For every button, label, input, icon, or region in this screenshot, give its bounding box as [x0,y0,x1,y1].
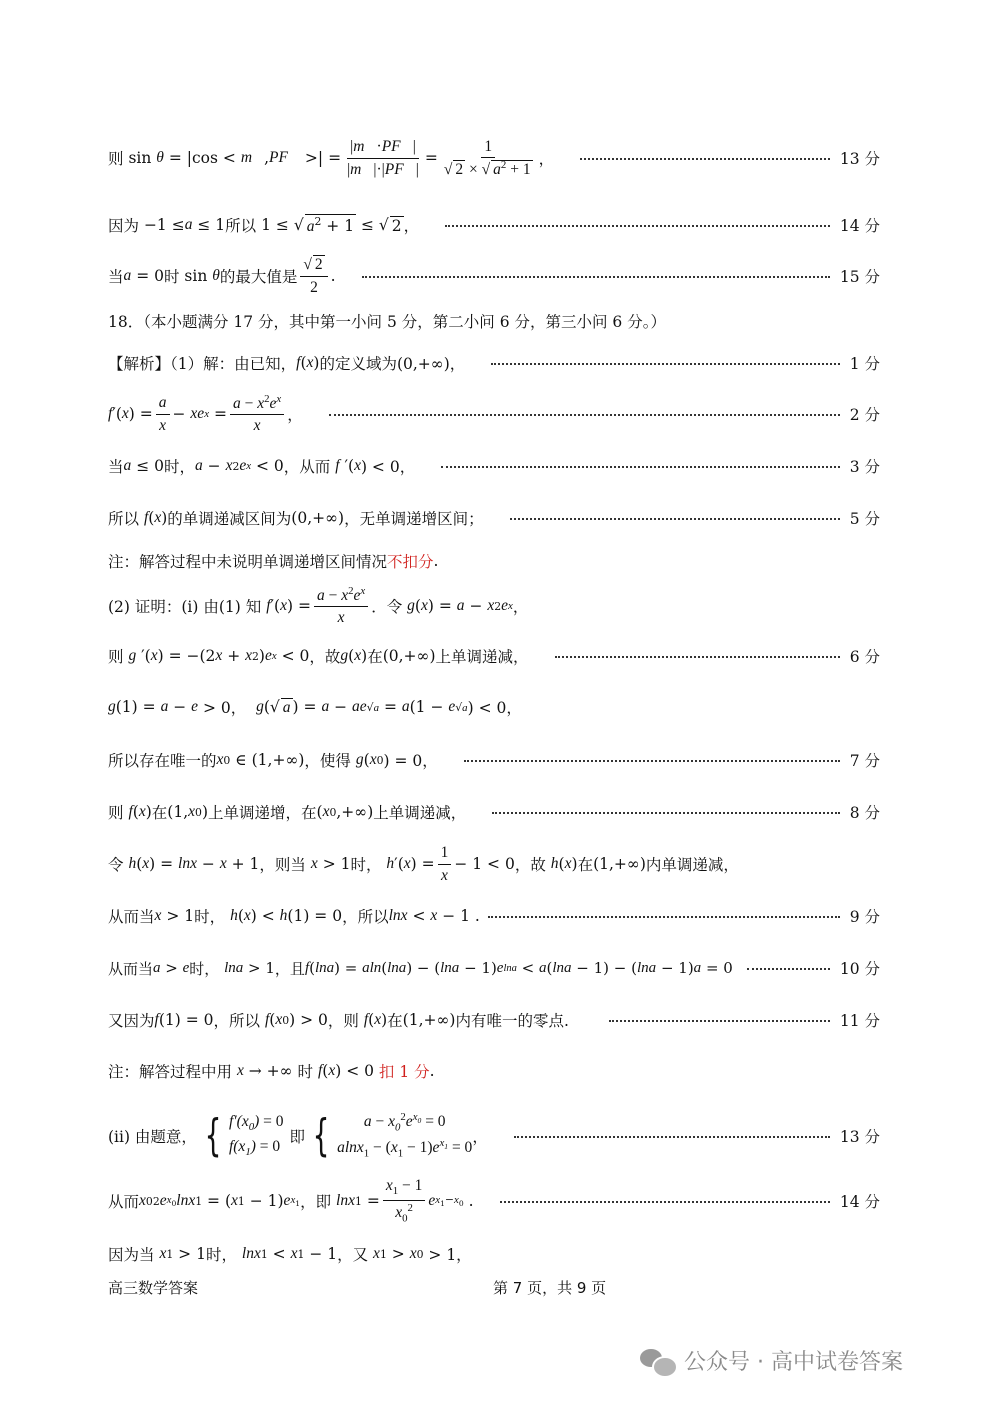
text: 从而当 [108,959,154,978]
dotted-leader [488,916,840,918]
math-expression: 从而当 x > 1 时， h ( x ) < h (1) = 0 ，所以 lnx < x − 1 . [108,907,480,926]
text: 则 [108,804,124,822]
math-expression: g (1) = a − e > 0， g (√ a ) = a − ae √a = a (1 − e √a ) < 0， [108,698,522,717]
text: 则 [108,648,124,666]
score-label: 1 分 [849,355,880,373]
text: 时， [189,959,220,978]
solution-line-2 [108,390,880,438]
note-highlight: 不扣分 [387,553,434,571]
footer-subject: 高三数学答案 [108,1279,199,1297]
text: 从而 [108,1193,140,1211]
question-18-header: 18．（本小题满分 17 分，其中第一小问 5 分，第二小问 6 分，第三小问 6 分。） [108,313,666,331]
text: ，所以 [342,908,389,926]
score-label: 14 分 [839,217,880,235]
dotted-leader [329,414,840,416]
footer-page-number: 第 7 页，共 9 页 [493,1279,607,1297]
text: 所以 [225,217,257,235]
solution-line-8 [108,798,880,826]
math-expression: f ′( x ) = $\frac{a}{x}$ − xe x = $\frac{a - x^2e^x}{x}$ ， [108,392,303,435]
text: 当 [108,268,124,286]
text: ，且 [274,959,305,978]
dotted-leader [492,812,839,814]
text: ．令 [371,598,403,616]
text: ，所以 [213,1012,261,1030]
dotted-leader [514,1136,830,1138]
solution-line-11 [108,1006,880,1034]
math-expression: 因为当 x 1 > 1 时， lnx 1 < x 1 − 1 ，又 x 1 > x 0 > 1， [108,1245,472,1264]
math-expression: 当 a = 0 时 sin θ 的最大值是 $\frac{√ 2}{2}$ . [108,256,336,296]
score-label: 3 分 [849,458,880,476]
solution-line-3 [108,452,880,480]
solution-line-6 [108,642,880,670]
part-2-intro: (2) 证明：(i) 由(1) 知 f ′( x ) = $\frac{a - x^2e^x}{x}$ ．令 g ( x ) = a − x 2 e x ， [108,584,529,627]
text: (2) 证明：(i) 由(1) 知 [108,598,262,616]
text: 因为 [108,217,140,235]
text: 上单调递减， [435,648,529,666]
text: 的最大值是 [219,268,298,286]
text: 在 [387,1012,403,1030]
text: ，则当 [259,856,306,874]
dotted-leader [362,276,830,278]
math-expression: 则 g ′( x ) = −(2 x + x 2 ) e x < 0 ，故 g ( x ) 在 (0,+∞) 上单调递减， [108,647,529,666]
math-expression: 【解析】（1）解：由已知， f ( x ) 的定义域为 (0,+∞)， [108,354,466,373]
text: 所以 [108,510,140,528]
text: ，使得 [304,752,351,770]
text: ，从而 [283,458,331,476]
dotted-leader [580,158,830,160]
text: ，无单调递增区间； [344,510,484,528]
solution-line-13b [108,1104,880,1168]
solution-line-10 [108,954,880,982]
solution-line-5 [108,504,880,532]
math-expression: 从而 x 0 2 e $x_0$ lnx 1 = ( x 1 − 1) e $x_1$ ，即 lnx 1 = $\frac{x_1 - 1}{x_0^2}$ e $x_1-x_0$ . [108,1176,474,1225]
score-label: 2 分 [849,406,880,424]
score-label: 13 分 [839,1128,880,1146]
grading-note-1 [108,548,438,574]
math-expression: 因为 −1 ≤ a ≤ 1 所以 1 ≤ √ $a^2 + 1$ ≤ √ 2 ， [108,214,420,236]
score-label: 8 分 [849,804,880,822]
note-highlight: 扣 1 分 [378,1063,430,1081]
dotted-leader [609,1020,830,1022]
math-expression: 则 f ( x ) 在 (1, x 0 ) 上单调递增，在 ( x 0 ,+∞) 上单调递减， [108,803,467,822]
solution-line-7 [108,746,880,774]
score-label: 6 分 [849,648,880,666]
text: 内单调递减， [645,856,739,874]
text: 内有唯一的零点. [455,1012,569,1030]
math-expression: 当 a ≤ 0 时， a − x 2 e x < 0 ，从而 f ′( x ) < 0， [108,457,416,476]
text: (ii) 由题意， [108,1128,197,1146]
math-expression: 从而当 a > e 时， lna > 1 ，且 f ( lna ) = aln ( lna ) − ( lna − 1) e lna < a ( lna − 1) − ( lna − 1) a = 0 [108,959,733,978]
solution-line-9 [108,902,880,930]
text: ，故 [514,856,546,874]
math-expression: (ii) 由题意， { $f'(x_0) = 0$ $f(x_1) = 0$ 即 { $a - x_0^2e^{x_0} = 0$ $alnx_1 - (x_1 - 1)e^{x_1} = 0$ ， [108,1110,488,1161]
math-expression: 令 h ( x ) = lnx − x + 1 ，则当 x > 1 时， h ′( x ) = $\frac{1}{x}$ − 1 < 0 ，故 h ( x ) 在 (1,+∞) 内单调递减， [108,844,739,884]
note-end: . [433,552,439,570]
text: 因为当 [108,1246,155,1264]
text: 的定义域为 [319,355,397,373]
score-label: 10 分 [839,960,880,978]
text: ，即 [300,1193,332,1211]
score-label: 14 分 [839,1193,880,1211]
solution-line-14b [108,1176,880,1226]
text: 上单调递减， [373,804,467,822]
score-label: 5 分 [849,510,880,528]
text: ，故 [309,648,341,666]
score-label: 15 分 [839,268,880,286]
text: 所以存在唯一的 [108,752,217,770]
score-label: 13 分 [839,150,880,168]
text: 在 [577,856,594,874]
note-text: 注：解答过程中未说明单调递增区间情况 [108,553,388,571]
text: 则 [108,150,124,168]
math-expression: 所以 f ( x ) 的单调递减区间为 (0,+∞) ，无单调递增区间； [108,509,484,528]
dotted-leader [747,968,830,970]
wechat-icon [640,1347,676,1375]
text: 又因为 [108,1012,155,1030]
text: 在 [367,648,383,666]
score-label: 7 分 [849,752,880,770]
text: 时 [297,1063,314,1081]
note-end: . [429,1062,435,1080]
dotted-leader [500,1201,830,1203]
dotted-leader [441,466,839,468]
solution-line-14 [108,210,880,240]
text: 【解析】（1）解：由已知， [108,355,297,373]
math-expression: 则 sin θ = | cos < m⃗ , PF⃗ >| = $\frac{|m⃗\cdot PF⃗|}{|m⃗|\cdot|PF⃗|}$ = $\frac{1}{√ 2 \times √ a^2 + 1}$ ， [108,137,555,179]
watermark-text: 公众号 · 高中试卷答案 [684,1350,903,1375]
note-text: 注：解答过程中用 [108,1063,233,1081]
text: ，则 [327,1012,359,1030]
text: 时， [194,908,226,926]
text: 从而当 [108,908,155,926]
text: 在 [151,804,168,822]
dotted-leader [464,760,840,762]
score-label: 11 分 [839,1012,880,1030]
score-label: 9 分 [849,908,880,926]
text: 即 [289,1128,306,1146]
text: 当 [108,458,124,476]
text: 上单调递增，在 [208,804,317,822]
text: 时， [205,1246,237,1264]
text: 时， [350,856,382,874]
math-expression: 又因为 f (1) = 0 ，所以 f ( x 0 ) > 0 ，则 f ( x ) 在 (1,+∞) 内有唯一的零点. [108,1011,569,1030]
dotted-leader [510,518,840,520]
text: 的单调递减区间为 [167,510,292,528]
text: 时 [163,268,180,286]
solution-line-1 [108,348,880,378]
text: 令 [108,856,124,874]
grading-note-2: 注：解答过程中用 x → +∞ 时 f ( x ) < 0 扣 1 分 . [108,1062,435,1081]
text: 时， [163,458,195,476]
solution-line-15 [108,252,880,300]
solution-line-13 [108,130,880,186]
dotted-leader [491,363,839,365]
math-expression: 所以存在唯一的 x 0 ∈ (1,+∞) ，使得 g ( x 0 ) = 0， [108,751,438,770]
text: ，又 [337,1246,369,1264]
dotted-leader [445,225,830,227]
watermark [640,1345,903,1376]
dotted-leader [555,656,840,658]
